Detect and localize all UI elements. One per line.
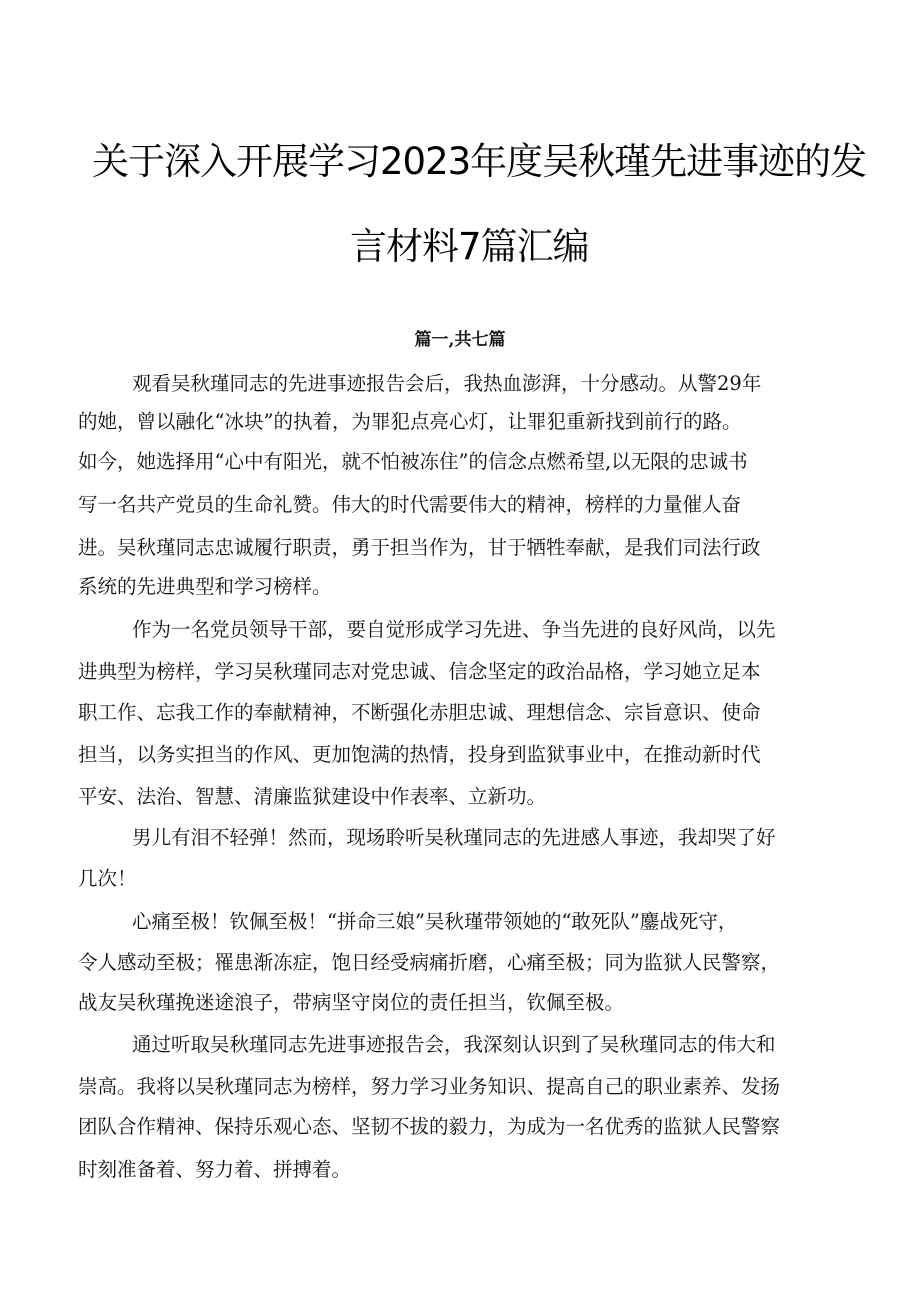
paragraph-5-line-3: 团队合作精神、保持乐观心态、坚韧不拔的毅力，为成为一名优秀的监狱人民警察 (78, 1115, 781, 1138)
paragraph-1-line-1: 观看吴秋瑾同志的先进事迹报告会后，我热血澎湃，十分感动。从警29年 (132, 372, 762, 395)
paragraph-1-line-6: 系统的先进典型和学习榜样。 (78, 575, 332, 598)
document-title-line-1: 关于深入开展学习2023年度吴秋瑾先进事迹的发 (92, 140, 867, 183)
paragraph-5-line-2: 崇高。我将以吴秋瑾同志为榜样，努力学习业务知识、提高自己的职业素养、发扬 (78, 1075, 781, 1098)
paragraph-2-line-3: 职工作、忘我工作的奉献精神，不断强化赤胆忠诚、理想信念、宗旨意识、使命 (78, 701, 761, 724)
paragraph-1-line-5: 进。吴秋瑾同志忠诚履行职责，勇于担当作为，甘于牺牲奉献，是我们司法行政 (78, 536, 761, 559)
section-heading: 篇一,共七篇 (414, 330, 506, 350)
paragraph-1-line-2: 的她，曾以融化“冰块”的执着，为罪犯点亮心灯，让罪犯重新找到前行的路。 (78, 410, 742, 433)
paragraph-4-line-3: 战友吴秋瑾挽迷途浪子，带病坚守岗位的责任担当，钦佩至极。 (78, 991, 625, 1014)
paragraph-5-line-4: 时刻准备着、努力着、拼搏着。 (78, 1158, 352, 1181)
paragraph-4-line-1: 心痛至极！钦佩至极！“拼命三娘”吴秋瑾带领她的“敢死队”鏖战死守， (132, 910, 738, 933)
paragraph-4-line-2: 令人感动至极；罹患渐冻症，饱日经受病痛折磨，心痛至极；同为监狱人民警察， (78, 951, 781, 974)
paragraph-2-line-1: 作为一名党员领导干部，要自觉形成学习先进、争当先进的良好风尚，以先 (132, 618, 776, 641)
paragraph-2-line-4: 担当，以务实担当的作风、更加饱满的热情，投身到监狱事业中，在推动新时代 (78, 743, 761, 766)
paragraph-3-line-1: 男儿有泪不轻弹！然而，现场聆听吴秋瑾同志的先进感人事迹，我却哭了好 (132, 826, 776, 849)
paragraph-3-line-2: 几次！ (78, 867, 137, 890)
paragraph-1-line-4: 写一名共产党员的生命礼赞。伟大的时代需要伟大的精神，榜样的力量催人奋 (78, 493, 742, 516)
paragraph-2-line-5: 平安、法治、智慧、清廉监狱建设中作表率、立新功。 (78, 785, 547, 808)
document-title-line-2: 言材料7篇汇编 (350, 225, 589, 268)
paragraph-1-line-3: 如今，她选择用“心中有阳光，就不怕被冻住”的信念点燃希望,以无限的忠诚书 (78, 450, 748, 473)
paragraph-2-line-2: 进典型为榜样，学习吴秋瑾同志对党忠诚、信念坚定的政治品格，学习她立足本 (78, 660, 761, 683)
paragraph-5-line-1: 通过听取吴秋瑾同志先进事迹报告会，我深刻认识到了吴秋瑾同志的伟大和 (132, 1033, 776, 1056)
